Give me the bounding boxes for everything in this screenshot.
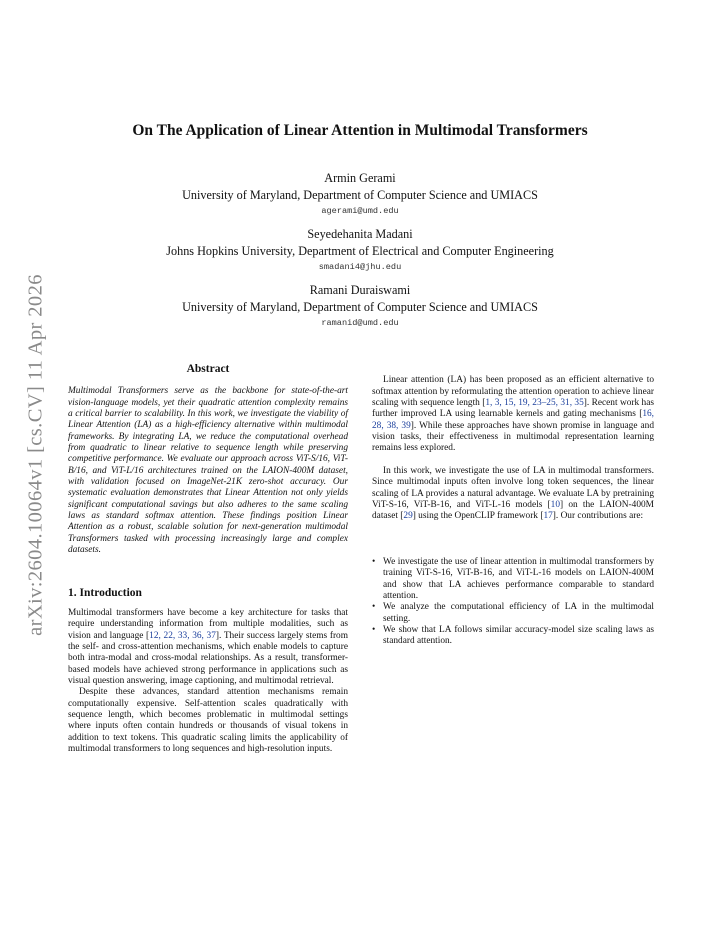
text-run: Multimodal transformers have become a key architecture for tasks that require understanding information from multiple modalities, such as vision and language [: [68, 607, 348, 641]
abstract-text: Multimodal Transformers serve as the backbone for state-of-the-art vision-language models, yet their quadratic attention complexity remains a critical barrier to scalability. In this work, we investigate the viability of Linear Attention (LA) as a high-efficiency alternative within multimodal frameworks. By integrating LA, we reduce the computational overhead from quadratic to linear relative to sequence length while preserving competitive performance. We evaluate our approach across ViT-S/16, ViT-B/16, and ViT-L/16 architectures trained on the LAION-400M dataset, with validation focused on ImageNet-21K zero-shot accuracy. Our systematic evaluation demonstrates that Linear Attention not only yields significant computational savings but also adheres to the same scaling laws as standard softmax attention. These findings position Linear Attention as a robust, scalable solution for next-generation multimodal Transformers tasked with processing increasingly large and complex datasets.: [68, 386, 348, 556]
text-run: Linear attention (LA) has been proposed as an efficient alternative to softmax attention by reformulating the attention operation to achieve linear scaling with sequence length [: [372, 375, 654, 409]
author-email[interactable]: ramanid@umd.edu: [321, 318, 399, 328]
intro-paragraph-4: [372, 466, 654, 523]
right-column: [372, 364, 654, 648]
author-affiliation: Johns Hopkins University, Department of Electrical and Computer Engineering: [166, 244, 554, 258]
arxiv-identifier-text: arXiv:2604.10064v1 [cs.CV] 11 Apr 2026: [24, 274, 47, 636]
citation-link[interactable]: 12, 22, 33, 36, 37: [149, 630, 216, 641]
text-run: ]. Their success largely stems from the self- and cross-attention mechanisms, which enable models to capture both intra-modal and cross-modal relationships. As a result, transformer-based models have achieved strong performance in applications such as visual question answering, image captioning, and multimodal retrieval.: [68, 630, 348, 686]
text-run: ] using the OpenCLIP framework [: [412, 511, 544, 522]
text-run: In this work, we investigate the use of LA in multimodal transformers. Since multimodal inputs often involve long token sequences, the linear scaling of LA provides a natural advantage. We evaluate LA by pretraining ViT-S-16, ViT-B-16, and ViT-L-16 models [: [372, 466, 654, 511]
intro-paragraph-2: Despite these advances, standard attention mechanisms remain computationally expensive. Self-attention scales quadratically with sequence length, which becomes problematic in multimodal settings where inputs often contain hundreds or thousands of visual tokens in addition to text tokens. This quadratic scaling limits the applicability of multimodal transformers to long sequences and high-resolution inputs.: [68, 687, 348, 754]
author-affiliation: University of Maryland, Department of Computer Science and UMIACS: [182, 188, 538, 202]
citation-link[interactable]: 1, 3, 15, 19, 23–25, 31, 35: [485, 398, 584, 409]
author-2: [0, 226, 720, 274]
intro-paragraph-1: [68, 608, 348, 687]
text-run: ]. Our contributions are:: [552, 511, 644, 522]
author-3: [0, 282, 720, 330]
abstract-heading: Abstract: [186, 363, 230, 375]
citation-link[interactable]: 10: [550, 500, 561, 511]
text-run: ]. While these approaches have shown promise in language and vision tasks, their effectiveness in multimodal representation learning remains less explored.: [372, 420, 654, 454]
list-item: [372, 557, 654, 602]
author-name: Ramani Duraiswami: [309, 283, 411, 297]
paper-title: On The Application of Linear Attention in Multimodal Transformers: [132, 122, 588, 139]
citation-link[interactable]: 29: [403, 511, 413, 522]
author-name: Armin Gerami: [324, 171, 396, 185]
list-item-text: We show that LA follows similar accuracy-model size scaling laws as standard attention.: [383, 624, 654, 647]
author-affiliation: University of Maryland, Department of Computer Science and UMIACS: [182, 300, 538, 314]
author-name: Seyedehanita Madani: [307, 227, 413, 241]
citation-link[interactable]: 17: [543, 511, 553, 522]
list-item-text: We investigate the use of linear attention in multimodal transformers by training ViT-S-16, ViT-B-16, and ViT-L-16 models on LAION-400M and show that LA achieves performance comparable to standard attention.: [383, 556, 654, 601]
citation-link[interactable]: 16, 28, 38, 39: [372, 409, 654, 431]
author-1: [0, 170, 720, 218]
bullet-icon: •: [372, 624, 376, 635]
bullet-icon: •: [372, 556, 376, 567]
bullet-icon: •: [372, 602, 376, 613]
contributions-list: [372, 557, 654, 648]
author-email[interactable]: agerami@umd.edu: [321, 206, 399, 216]
list-item: [372, 602, 654, 625]
text-run: ]. Recent work has further improved LA using learnable kernels and gating mechanisms [: [372, 398, 654, 420]
introduction-heading: 1. Introduction: [68, 586, 142, 599]
text-run: ] on the LAION-400M dataset [: [372, 500, 654, 522]
intro-paragraph-3: [372, 375, 654, 454]
left-column: [68, 364, 348, 755]
list-item: [372, 625, 654, 648]
list-item-text: We analyze the computational efficiency of LA in the multimodal setting.: [383, 602, 654, 624]
author-email[interactable]: smadani4@jhu.edu: [318, 262, 402, 272]
